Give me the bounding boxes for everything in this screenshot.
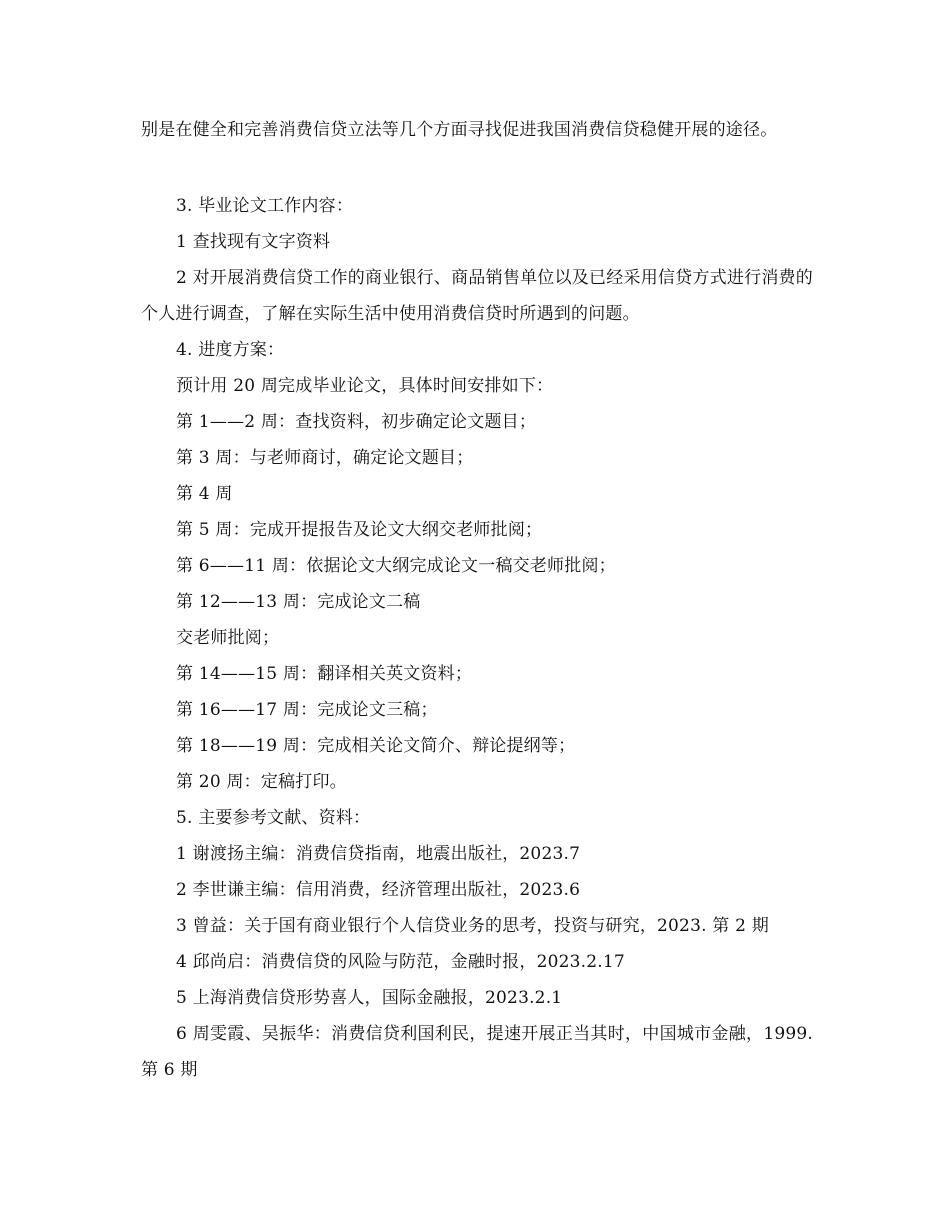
schedule-line: 第 14——15 周：翻译相关英文资料； [176, 664, 473, 684]
schedule-line: 第 6——11 周：依据论文大纲完成论文一稿交老师批阅； [176, 556, 616, 576]
reference-item: 2 李世谦主编：信用消费，经济管理出版社，2023.6 [176, 880, 581, 900]
section-5-heading: 5. 主要参考文献、资料： [176, 808, 371, 828]
schedule-line: 第 3 周：与老师商讨，确定论文题目； [176, 448, 474, 468]
reference-item: 4 邱尚启：消费信贷的风险与防范，金融时报，2023.2.17 [176, 952, 625, 972]
schedule-line: 第 16——17 周：完成论文三稿； [176, 700, 438, 720]
schedule-line: 第 12——13 周：完成论文二稿 [176, 592, 421, 612]
section-4-heading: 4. 进度方案： [176, 340, 285, 360]
schedule-line: 第 18——19 周：完成相关论文简介、辩论提纲等； [176, 736, 576, 756]
section-3-item-2: 2 对开展消费信贷工作的商业银行、商品销售单位以及已经采用信贷方式进行消费的个人进行调查，了解在实际生活中使用消费信贷时所遇到的问题。 [141, 268, 813, 324]
schedule-line: 第 5 周：完成开提报告及论文大纲交老师批阅； [176, 520, 543, 540]
section-3-heading: 3. 毕业论文工作内容： [176, 196, 354, 216]
reference-item: 1 谢渡扬主编：消费信贷指南，地震出版社，2023.7 [176, 844, 581, 864]
reference-item: 3 曾益：关于国有商业银行个人信贷业务的思考，投资与研究，2023. 第 2 期 [176, 916, 769, 936]
schedule-line: 第 1——2 周：查找资料，初步确定论文题目； [176, 412, 537, 432]
reference-item: 5 上海消费信贷形势喜人，国际金融报，2023.2.1 [176, 988, 563, 1008]
section-3-item-1: 1 查找现有文字资料 [176, 232, 331, 252]
reference-item: 6 周雯霞、吴振华：消费信贷利国利民，提速开展正当其时，中国城市金融，1999. 第 6 期 [141, 1024, 813, 1080]
schedule-intro: 预计用 20 周完成毕业论文，具体时间安排如下： [176, 376, 554, 396]
schedule-line: 交老师批阅； [176, 628, 280, 648]
schedule-line: 第 20 周：定稿打印。 [176, 772, 347, 792]
schedule-line: 第 4 周 [176, 484, 233, 504]
intro-tail-paragraph: 别是在健全和完善消费信贷立法等几个方面寻找促进我国消费信贷稳健开展的途径。 [141, 120, 778, 140]
